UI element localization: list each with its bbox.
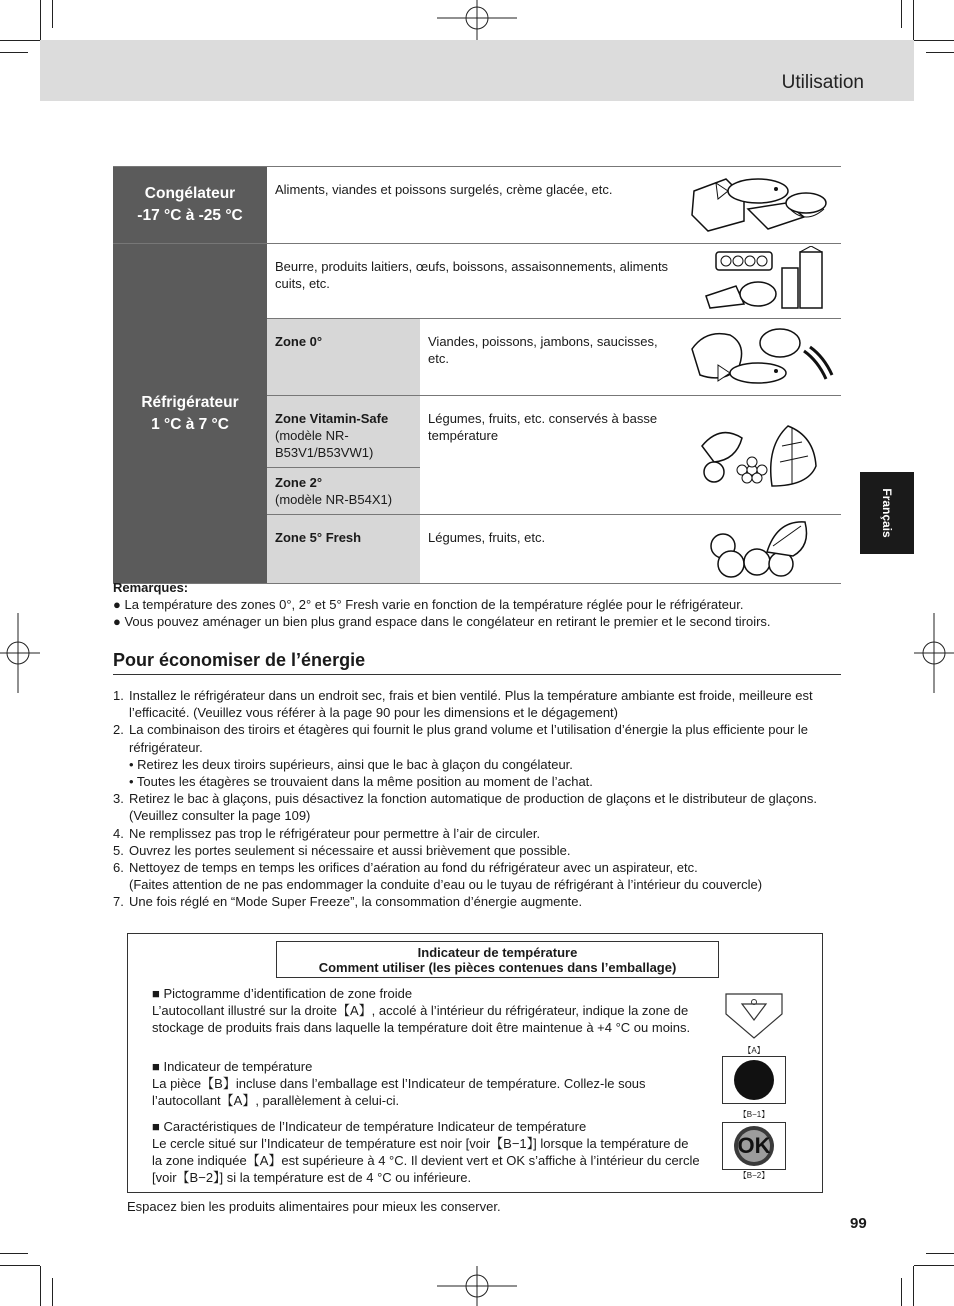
indicator-paragraph [152, 985, 702, 1036]
energy-section-title: Pour économiser de l’énergie [113, 650, 841, 675]
list-number: 4. [113, 825, 124, 841]
section-title: Utilisation [781, 72, 864, 93]
list-number: 2. [113, 722, 124, 738]
remarks-title: Remarques: [113, 580, 189, 595]
registration-target-icon [437, 1266, 517, 1306]
ok-indicator-icon [722, 1122, 786, 1170]
fruits-image [680, 515, 841, 584]
list-number: 7. [113, 894, 124, 910]
paragraph-body: L’autocollant illustré sur la droite【A】, accolé à l’intérieur du réfrigérateur, indique la zone de stockage de produits frais dans laquelle la température doit être maintenue à +4 °C ou moins. [152, 1003, 691, 1035]
sticker-a-image [722, 990, 786, 1056]
zone-name-cell [267, 319, 420, 396]
zone-description: Légumes, fruits, etc. conservés à basse température [420, 396, 680, 515]
list-text: Nettoyez de temps en temps les orifices d’aération au fond du réfrigérateur avec un aspirateur, etc. [129, 860, 698, 876]
language-tab [860, 472, 914, 554]
remark-item: ● La température des zones 0°, 2° et 5° Fresh varie en fonction de la température réglée pour le réfrigérateur. [113, 597, 744, 612]
zone-model-note: (modèle NR-B54X1) [275, 492, 393, 507]
dairy-icon [696, 246, 826, 314]
meat-fish-image [680, 319, 841, 396]
zone-name-cell [267, 396, 420, 468]
list-subitem: • Toutes les étagères se trouvaient dans la même position au moment de l’achat. [129, 774, 593, 790]
list-item [113, 790, 843, 824]
remarks [113, 579, 853, 630]
paragraph-heading: ■ Indicateur de température [152, 1059, 313, 1074]
freezer-description: Aliments, viandes et poissons surgelés, crème glacée, etc. [267, 167, 680, 244]
freezer-title: Congélateur [144, 185, 236, 202]
list-text: Ouvrez les portes seulement si nécessaire et aussi brièvement que possible. [129, 842, 571, 858]
list-text: La combinaison des tiroirs et étagères qui fournit le plus grand volume et l’utilisation d’énergie la plus efficiente pour le réfrigérateur. [129, 722, 809, 755]
list-text: Ne remplissez pas trop le réfrigérateur pour permettre à l’air de circuler. [129, 825, 541, 841]
table-row [113, 244, 841, 319]
list-number: 3. [113, 791, 124, 807]
paragraph-body: Le cercle situé sur l’Indicateur de température est noir [voir【B−1】] lorsque la température de la zone indiquée【A】est supérieure à 4 °C. Il devient vert et OK s’affiche à l’intérieur du cercle [voir【B−2】] si la température est de 4 °C ou inférieure. [152, 1136, 700, 1185]
meat-fish-icon [686, 321, 836, 391]
zone-name: Zone Vitamin-Safe [275, 411, 389, 426]
indicator-title-line1: Indicateur de température [417, 945, 578, 960]
zone-name-cell [267, 515, 420, 584]
fridge-title: Réfrigérateur [141, 393, 239, 411]
indicator-paragraph [152, 1118, 702, 1186]
fridge-description: Beurre, produits laitiers, œufs, boissons, assaisonnements, aliments cuits, etc. [267, 244, 680, 319]
fridge-category [113, 244, 267, 584]
list-item [113, 825, 843, 842]
page-number: 99 [850, 1215, 867, 1232]
list-number: 6. [113, 860, 124, 876]
list-text: Installez le réfrigérateur dans un endroit sec, frais et bien ventilé. Plus la température ambiante est froide, meilleure est l’efficacité. (Veuillez vous référer à la page 90 pour les dimensions et le dégagement) [129, 688, 813, 721]
list-item [113, 893, 843, 910]
indicator-b1-caption: 【B−1】 [738, 1110, 770, 1119]
cold-zone-sticker-icon [722, 990, 786, 1040]
list-item [113, 842, 843, 859]
indicator-b1-image [722, 1056, 786, 1120]
zone-name: Zone 5° Fresh [275, 530, 362, 545]
zone-name-cell [267, 468, 420, 515]
black-circle-indicator-icon [722, 1056, 786, 1104]
zone-name: Zone 2° [275, 475, 323, 490]
indicator-title-line2: Comment utiliser (les pièces contenues dans l’emballage) [318, 960, 677, 975]
paragraph-body: La pièce【B】incluse dans l’emballage est l’Indicateur de température. Collez-le sous l’autocollant【A】, parallèlement à celui-ci. [152, 1076, 646, 1108]
zone-model-note: (modèle NR-B53V1/B53VW1) [275, 428, 374, 460]
fridge-temp: 1 °C à 7 °C [151, 415, 229, 433]
list-item [113, 687, 843, 721]
frozen-food-image [680, 167, 841, 244]
freezer-temp: -17 °C à -25 °C [137, 207, 243, 224]
fruits-icon [701, 516, 821, 580]
remark-item: ● Vous pouvez aménager un bien plus grand espace dans le congélateur en retirant le premier et le second tiroirs. [113, 614, 771, 629]
list-text: Une fois réglé en “Mode Super Freeze”, la consommation d’énergie augmente. [129, 894, 583, 910]
list-item [113, 721, 843, 790]
list-subitem: (Faites attention de ne pas endommager la conduite d’eau ou le tuyau de réfrigérant à l’intérieur du couvercle) [129, 877, 763, 893]
indicator-b2-image [722, 1122, 786, 1181]
list-item [113, 859, 843, 893]
sticker-a-caption: 【A】 [743, 1046, 765, 1055]
temperature-indicator-box [127, 933, 823, 1193]
zone-description: Légumes, fruits, etc. [420, 515, 680, 584]
registration-target-icon [0, 613, 40, 693]
registration-target-icon [914, 613, 954, 693]
language-tab-label: Français [880, 488, 894, 538]
dairy-image [680, 244, 841, 319]
paragraph-heading: ■ Caractéristiques de l’Indicateur de température Indicateur de température [152, 1119, 587, 1134]
list-number: 1. [113, 688, 124, 703]
frozen-food-icon [686, 169, 836, 239]
zone-name: Zone 0° [275, 334, 323, 349]
registration-target-icon [437, 0, 517, 40]
freezer-category [113, 167, 267, 244]
indicator-paragraph [152, 1058, 702, 1109]
energy-tips-list [113, 687, 843, 911]
vegetables-image [680, 396, 841, 515]
list-text: Retirez le bac à glaçons, puis désactivez la fonction automatique de production de glaçons et le distributeur de glaçons. (Veuillez consulter la page 109) [129, 791, 817, 824]
ok-text: OK [737, 1133, 771, 1158]
indicator-title [276, 941, 719, 978]
zone-description: Viandes, poissons, jambons, saucisses, etc. [420, 319, 680, 396]
table-row [113, 167, 841, 244]
list-subitem: • Retirez les deux tiroirs supérieurs, ainsi que le bac à glaçon du congélateur. [129, 756, 573, 772]
list-number: 5. [113, 842, 124, 858]
storage-zone-table [113, 166, 841, 584]
footer-note: Espacez bien les produits alimentaires pour mieux les conserver. [127, 1199, 501, 1214]
vegetables-icon [696, 416, 826, 492]
indicator-b2-caption: 【B−2】 [738, 1171, 770, 1180]
paragraph-heading: ■ Pictogramme d’identification de zone froide [152, 986, 413, 1001]
